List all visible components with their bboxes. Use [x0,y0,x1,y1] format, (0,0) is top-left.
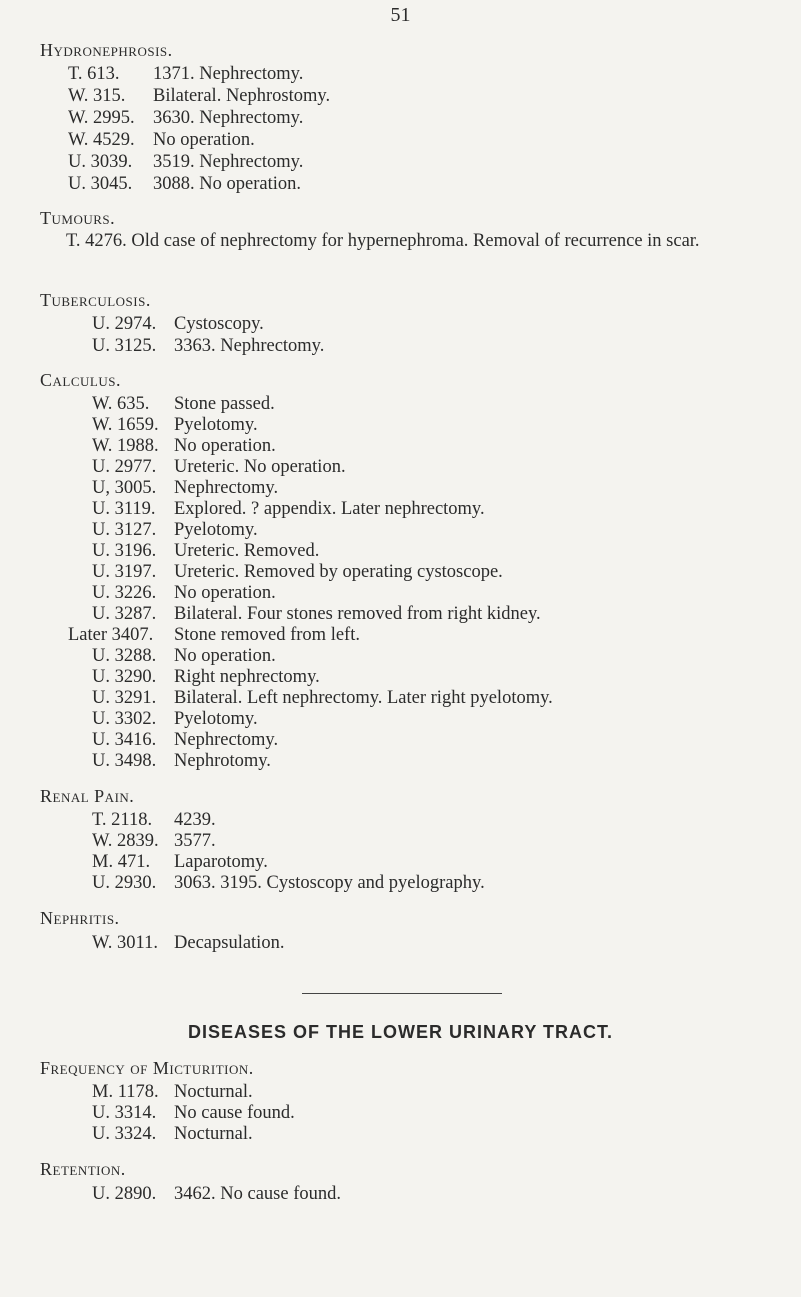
case-code: U. 3288. [92,646,157,666]
section-heading: Tumours. [40,208,116,228]
case-note: Stone passed. [174,394,275,414]
case-note: Pyelotomy. [174,520,258,540]
section-heading: Calculus. [40,370,121,390]
case-code: U. 3416. [92,730,157,750]
case-note: Pyelotomy. [174,415,258,435]
case-code: W. 315. [68,86,126,106]
case-note: Explored. ? appendix. Later nephrectomy. [174,499,485,519]
case-note: Pyelotomy. [174,709,258,729]
case-code: W. 4529. [68,130,135,150]
case-note: Right nephrectomy. [174,667,320,687]
case-code: U. 3125. [92,336,157,356]
case-note: No operation. [174,583,276,603]
case-code: W. 3011. [92,933,158,953]
case-note: Ureteric. Removed. [174,541,320,561]
case-code: Later 3407. [68,625,154,645]
case-code: U. 3302. [92,709,157,729]
case-note: Bilateral. Nephrostomy. [153,86,331,106]
case-code: U. 3045. [68,174,133,194]
case-code: U. 3290. [92,667,157,687]
case-note: Nephrotomy. [174,751,271,771]
case-code: W. 1659. [92,415,159,435]
case-code: T. 2118. [92,810,153,830]
case-code: U. 2930. [92,873,157,893]
section-divider [302,993,502,994]
case-code: W. 2995. [68,108,135,128]
section-heading: Retention. [40,1159,126,1179]
case-note: 3063. 3195. Cystoscopy and pyelography. [174,873,485,893]
case-code: U. 2890. [92,1184,157,1204]
case-code: W. 1988. [92,436,159,456]
case-note: Ureteric. No operation. [174,457,346,477]
case-note: 4239. [174,810,216,830]
case-code: U. 3127. [92,520,157,540]
page-number: 51 [390,4,411,26]
case-code: U. 3196. [92,541,157,561]
case-note: Nephrectomy. [174,478,279,498]
case-code: U. 3314. [92,1103,157,1123]
case-note: Bilateral. Left nephrectomy. Later right pyelotomy. [174,688,553,708]
case-note: 3577. [174,831,216,851]
case-code: W. 635. [92,394,150,414]
case-note: Cystoscopy. [174,314,264,334]
case-note: 3462. No cause found. [174,1184,341,1204]
case-code: U. 3324. [92,1124,157,1144]
case-note: Decapsulation. [174,933,285,953]
case-note: Stone removed from left. [174,625,360,645]
section-heading: Hydronephrosis. [40,40,173,60]
section-heading: Tuberculosis. [40,290,151,310]
case-note: No cause found. [174,1103,295,1123]
case-code: U. 3226. [92,583,157,603]
case-note: 3363. Nephrectomy. [174,336,325,356]
case-note: Ureteric. Removed by operating cystoscope. [174,562,503,582]
case-note: No operation. [153,130,255,150]
case-note: Nocturnal. [174,1082,253,1102]
case-note: Laparotomy. [174,852,268,872]
case-code: U. 3287. [92,604,157,624]
case-note: 3088. No operation. [153,174,301,194]
case-note: 3630. Nephrectomy. [153,108,304,128]
case-code: T. 613. [68,64,120,84]
case-code: U. 2977. [92,457,157,477]
tumour-paragraph: T. 4276. Old case of nephrectomy for hypernephroma. Removal of recurrence in scar. [66,231,700,251]
case-code: U, 3005. [92,478,157,498]
case-code: U. 3498. [92,751,157,771]
case-note: Bilateral. Four stones removed from right kidney. [174,604,541,624]
case-code: U. 3291. [92,688,157,708]
case-note: 1371. Nephrectomy. [153,64,304,84]
case-note: Nocturnal. [174,1124,253,1144]
section-heading: Frequency of Micturition. [40,1058,254,1078]
case-note: No operation. [174,646,276,666]
section-heading: Nephritis. [40,908,120,928]
case-code: W. 2839. [92,831,159,851]
case-code: M. 1178. [92,1082,159,1102]
section-heading: Renal Pain. [40,786,135,806]
chapter-title: DISEASES OF THE LOWER URINARY TRACT. [187,1022,614,1042]
case-code: U. 3197. [92,562,157,582]
case-code: U. 3039. [68,152,133,172]
case-note: 3519. Nephrectomy. [153,152,304,172]
case-code: U. 2974. [92,314,157,334]
case-code: M. 471. [92,852,151,872]
case-note: Nephrectomy. [174,730,279,750]
case-note: No operation. [174,436,276,456]
case-code: U. 3119. [92,499,156,519]
